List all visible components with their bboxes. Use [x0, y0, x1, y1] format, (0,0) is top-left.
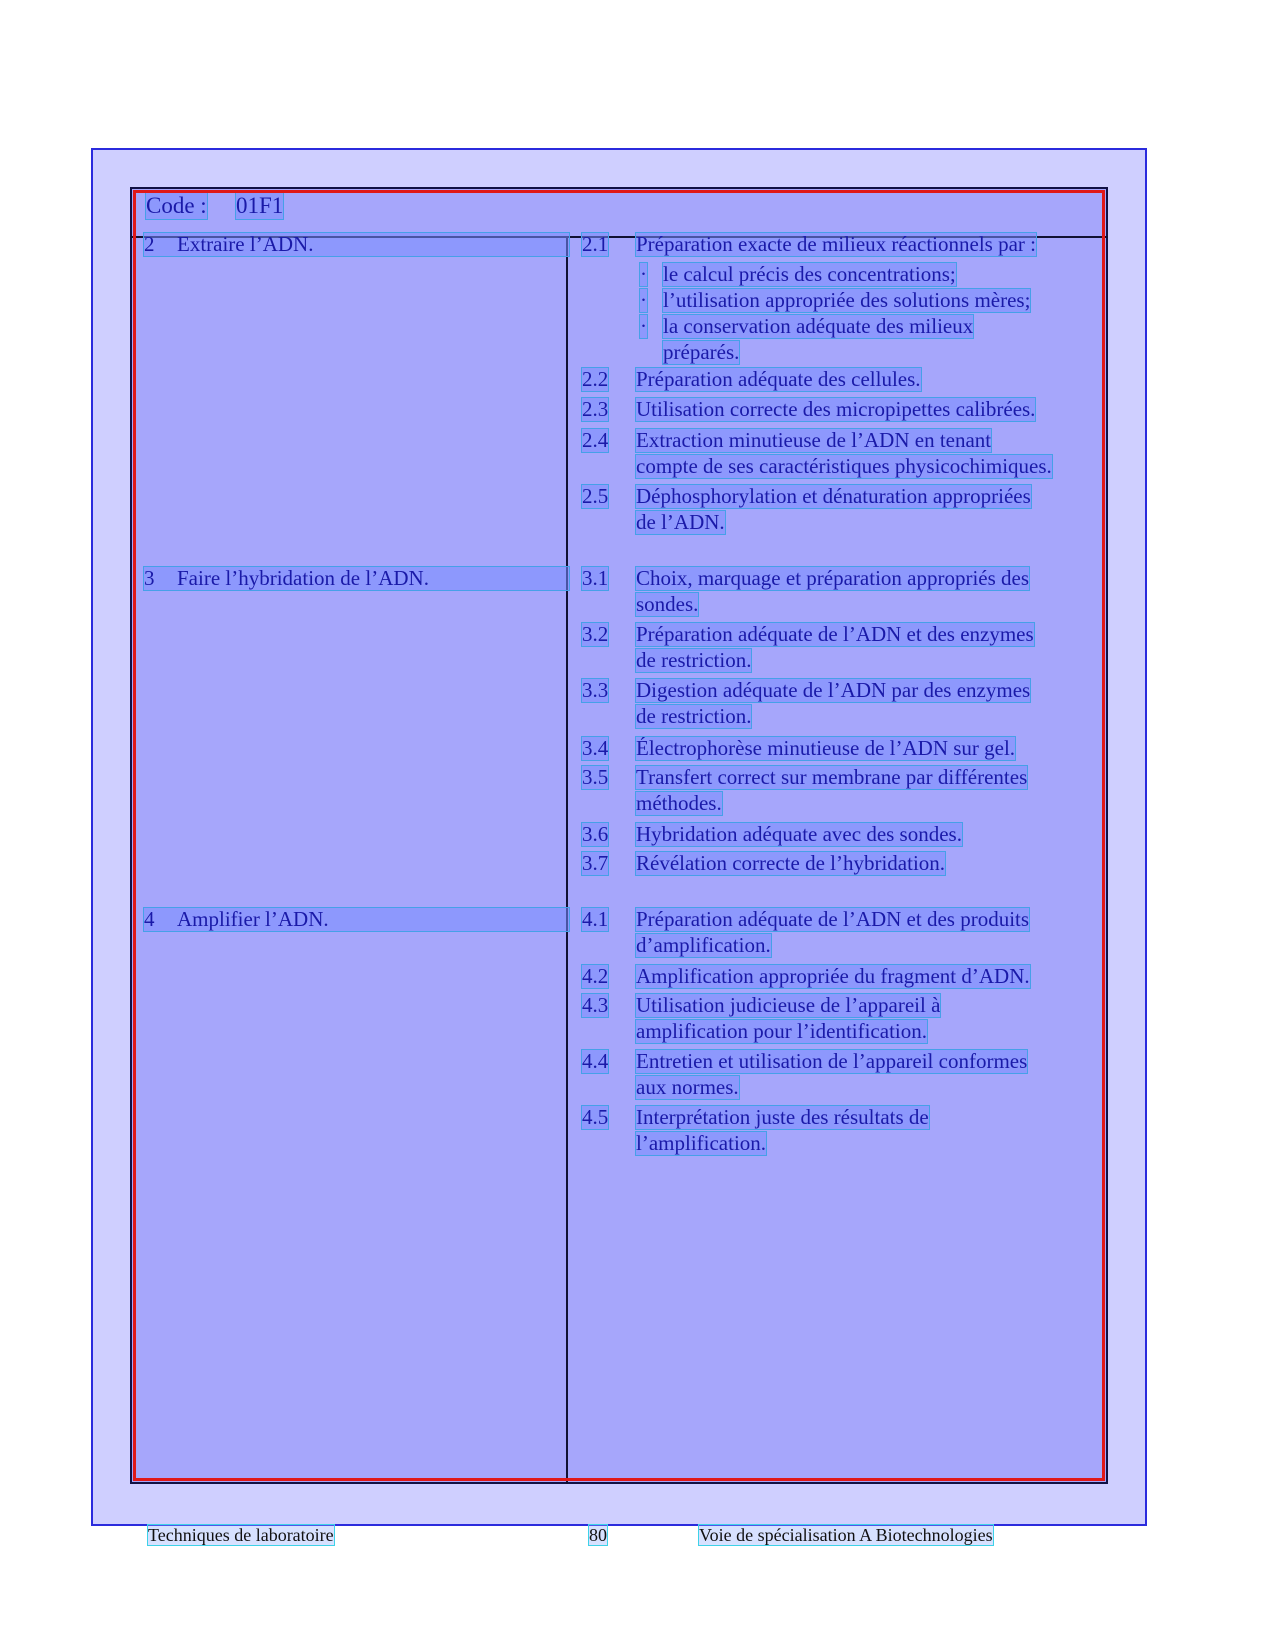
criterion-text: Entretien et utilisation de l’appareil conformes: [636, 1049, 1028, 1073]
criterion-text: Préparation exacte de milieux réactionnels par :: [636, 232, 1036, 256]
criterion-text: Préparation adéquate de l’ADN et des produits: [636, 907, 1030, 931]
criterion-text: Révélation correcte de l’hybridation.: [636, 851, 946, 875]
criterion-text: Extraction minutieuse de l’ADN en tenant: [636, 428, 992, 452]
bullet-text: préparés.: [663, 340, 740, 364]
criterion-text: Préparation adéquate des cellules.: [636, 367, 921, 391]
criterion-text: de restriction.: [636, 648, 752, 672]
criterion-text: Électrophorèse minutieuse de l’ADN sur gel.: [636, 736, 1016, 760]
criterion-text: Choix, marquage et préparation appropriés des: [636, 566, 1030, 590]
criterion-text: d’amplification.: [636, 933, 771, 957]
bullet-text: le calcul précis des concentrations;: [663, 262, 956, 286]
criterion-text: Hybridation adéquate avec des sondes.: [636, 822, 962, 846]
criterion-number: 2.3: [582, 397, 609, 421]
criterion-text: de l’ADN.: [636, 510, 725, 534]
criterion-text: Transfert correct sur membrane par différentes: [636, 765, 1028, 789]
column-divider: [566, 238, 568, 1484]
criterion-number: 3.5: [582, 765, 609, 789]
competency-text: Faire l’hybridation de l’ADN.: [177, 566, 429, 590]
criterion-text: Amplification appropriée du fragment d’ADN.: [636, 964, 1030, 988]
criterion-number: 3.2: [582, 622, 609, 646]
criterion-text: de restriction.: [636, 704, 752, 728]
criterion-number: 2.5: [582, 484, 609, 508]
competency-item: [144, 567, 569, 590]
bullet-marker: ·: [640, 288, 647, 312]
footer-page-number: 80: [589, 1525, 607, 1545]
competency-item: [144, 233, 569, 256]
competency-item: [144, 908, 569, 931]
criterion-number: 3.6: [582, 822, 609, 846]
criterion-text: Préparation adéquate de l’ADN et des enzymes: [636, 622, 1034, 646]
criterion-number: 2.1: [582, 232, 609, 256]
criterion-number: 2.2: [582, 367, 609, 391]
footer-left: Techniques de laboratoire: [148, 1525, 334, 1545]
competency-number: 3: [144, 566, 155, 590]
bullet-text: l’utilisation appropriée des solutions mères;: [663, 288, 1031, 312]
criterion-text: méthodes.: [636, 791, 722, 815]
criterion-text: sondes.: [636, 592, 699, 616]
competency-text: Amplifier l’ADN.: [177, 907, 329, 931]
code-label: Code :: [146, 193, 207, 218]
criterion-number: 4.2: [582, 964, 609, 988]
criterion-number: 3.4: [582, 736, 609, 760]
criterion-text: Interprétation juste des résultats de: [636, 1105, 929, 1129]
criterion-number: 4.4: [582, 1049, 609, 1073]
criterion-number: 4.3: [582, 993, 609, 1017]
criterion-text: Déphosphorylation et dénaturation appropriées: [636, 484, 1031, 508]
criterion-number: 4.1: [582, 907, 609, 931]
criterion-number: 3.3: [582, 678, 609, 702]
criterion-text: compte de ses caractéristiques physicochimiques.: [636, 454, 1052, 478]
bullet-marker: ·: [640, 262, 647, 286]
competency-text: Extraire l’ADN.: [177, 232, 314, 256]
criterion-text: l’amplification.: [636, 1131, 767, 1155]
bullet-text: la conservation adéquate des milieux: [663, 314, 974, 338]
criterion-number: 2.4: [582, 428, 609, 452]
bullet-marker: ·: [640, 314, 647, 338]
criterion-number: 3.7: [582, 851, 609, 875]
competency-number: 2: [144, 232, 155, 256]
competency-number: 4: [144, 907, 155, 931]
criterion-text: Utilisation correcte des micropipettes calibrées.: [636, 397, 1036, 421]
criterion-number: 4.5: [582, 1105, 609, 1129]
criterion-text: aux normes.: [636, 1075, 739, 1099]
code-value: 01F1: [236, 193, 284, 218]
criterion-text: Utilisation judicieuse de l’appareil à: [636, 993, 941, 1017]
criterion-text: amplification pour l’identification.: [636, 1019, 927, 1043]
criterion-text: Digestion adéquate de l’ADN par des enzymes: [636, 678, 1031, 702]
footer-right: Voie de spécialisation A Biotechnologies: [699, 1525, 993, 1545]
criterion-number: 3.1: [582, 566, 609, 590]
